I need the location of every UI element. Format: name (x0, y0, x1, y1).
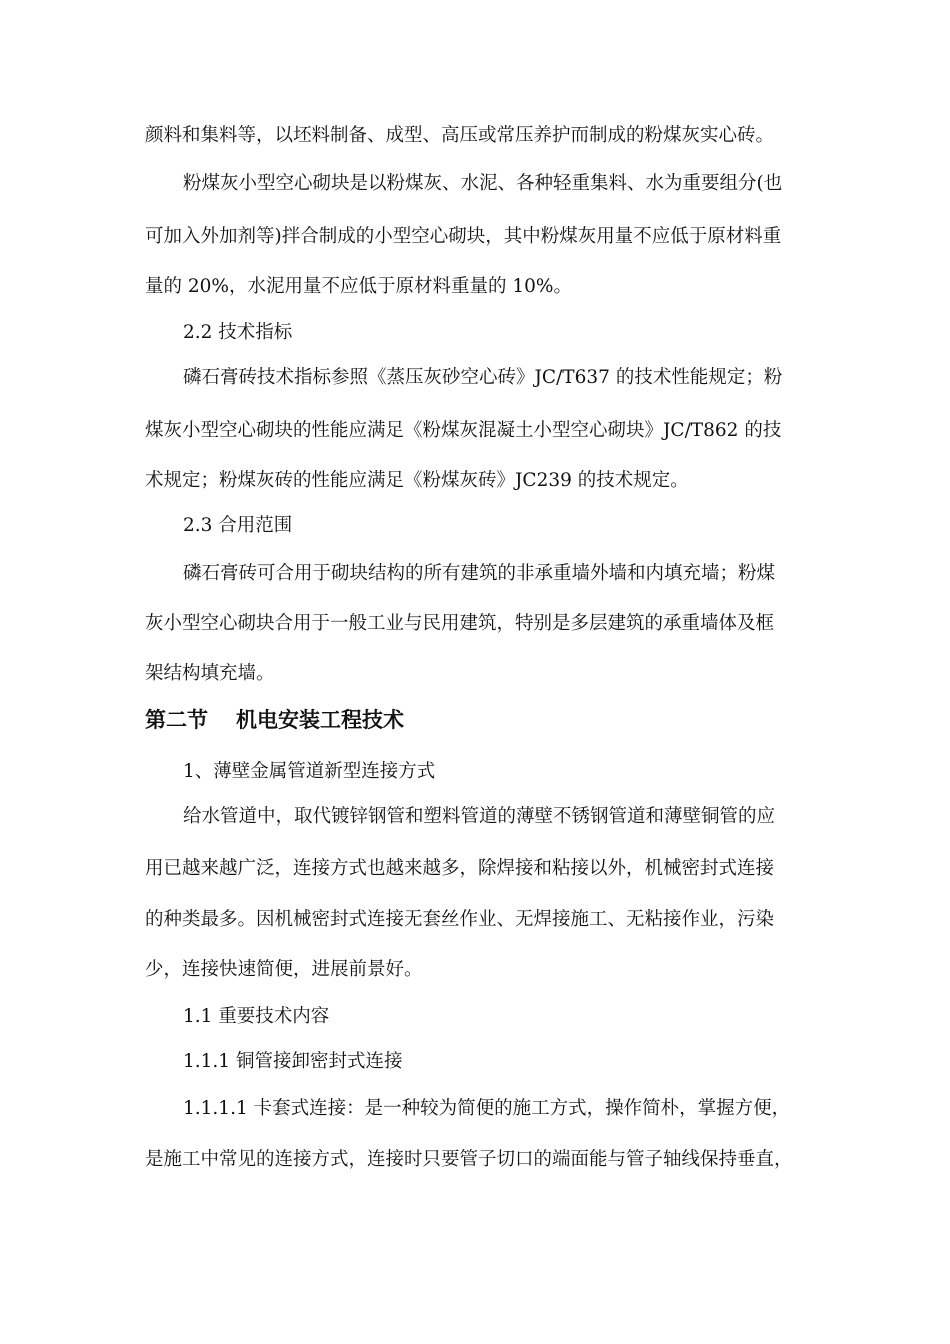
section-number: 第二节 (145, 708, 208, 732)
paragraph-line: 磷石膏砖技术指标参照《蒸压灰砂空心砖》JC/T637 的技术性能规定；粉 (183, 367, 783, 388)
paragraph-line: 磷石膏砖可合用于砌块结构的所有建筑的非承重墙外墙和内填充墙；粉煤 (183, 563, 776, 584)
subsection-heading: 1.1 重要技术内容 (183, 1006, 330, 1027)
subsection-heading: 2.2 技术指标 (183, 322, 293, 343)
paragraph-line: 可加入外加剂等)拌合制成的小型空心砌块，其中粉煤灰用量不应低于原材料重 (145, 226, 782, 247)
paragraph-line: 是施工中常见的连接方式，连接时只要管子切口的端面能与管子轴线保持垂直， (145, 1149, 793, 1170)
paragraph-line: 1.1.1.1 卡套式连接：是一种较为简便的施工方式，操作简朴，掌握方便， (183, 1098, 791, 1119)
paragraph-line: 术规定；粉煤灰砖的性能应满足《粉煤灰砖》JC239 的技术规定。 (145, 470, 689, 491)
paragraph-line: 用已越来越广泛，连接方式也越来越多，除焊接和粘接以外，机械密封式连接 (145, 858, 775, 879)
paragraph-line: 灰小型空心砌块合用于一般工业与民用建筑，特别是多层建筑的承重墙体及框 (145, 613, 775, 634)
paragraph-line: 的种类最多。因机械密封式连接无套丝作业、无焊接施工、无粘接作业，污染 (145, 909, 775, 930)
paragraph-line: 少，连接快速简便，进展前景好。 (145, 959, 423, 980)
subsection-heading: 1.1.1 铜管接卸密封式连接 (183, 1051, 403, 1072)
paragraph-line: 粉煤灰小型空心砌块是以粉煤灰、水泥、各种轻重集料、水为重要组分(也 (183, 173, 783, 194)
paragraph-line: 给水管道中，取代镀锌钢管和塑料管道的薄壁不锈钢管道和薄壁铜管的应 (183, 806, 776, 827)
paragraph-line: 架结构填充墙。 (145, 663, 275, 684)
section-title: 机电安装工程技术 (236, 708, 404, 732)
paragraph-line: 颜料和集料等，以坯料制备、成型、高压或常压养护而制成的粉煤灰实心砖。 (145, 125, 775, 146)
section-heading (145, 707, 404, 733)
paragraph-line: 煤灰小型空心砌块的性能应满足《粉煤灰混凝土小型空心砌块》JC/T862 的技 (145, 420, 782, 441)
subsection-heading: 2.3 合用范围 (183, 515, 293, 536)
subsection-heading: 1、薄壁金属管道新型连接方式 (183, 761, 436, 782)
paragraph-line: 量的 20%，水泥用量不应低于原材料重量的 10%。 (145, 276, 573, 297)
